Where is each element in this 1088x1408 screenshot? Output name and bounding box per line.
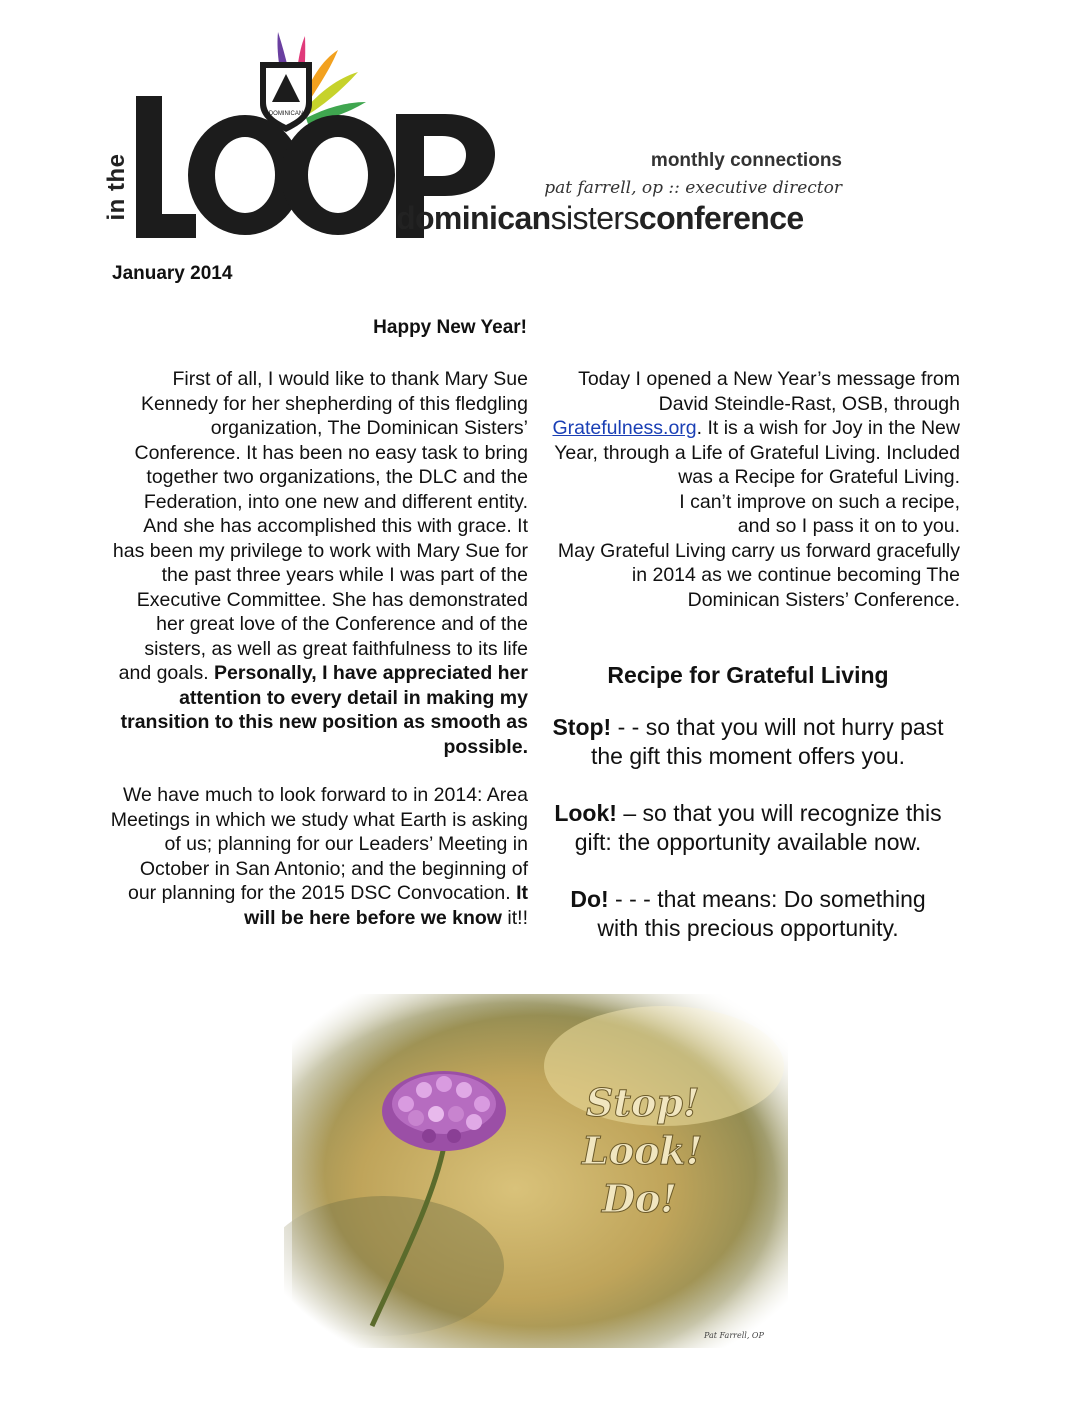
masthead: [100, 22, 860, 244]
photo-word-do: Do!: [602, 1176, 677, 1221]
in-the-label: in the: [103, 153, 130, 221]
svg-text:DOMINICAN: DOMINICAN: [268, 111, 304, 117]
recipe-step-do: Do! - - - that means: Do something with this precious opportunity.: [570, 886, 926, 941]
recipe-title: Recipe for Grateful Living: [607, 662, 889, 688]
director-line: pat farrell, op :: executive director: [544, 178, 842, 198]
issue-date: January 2014: [112, 263, 233, 284]
left-column: [108, 367, 528, 930]
recipe-step-stop: Stop! - - so that you will not hurry past the gift this moment offers you.: [552, 714, 944, 769]
left-paragraph-1: First of all, I would like to thank Mary Sue Kennedy for her shepherding of this fledgling organization, The Dominican Sisters’ Conference. It has been no easy task to bring together two organizations, the DLC and the Federation, into one new and different entity. And she has accomplished this with grace. It has been my privilege to work with Mary Sue for the past three years while I was part of the Executive Committee. She has demonstrated her great love of the Conference and of the sisters, as well as great faithfulness to its life and goals. Personally, I have appreciated her attention to every detail in making my transition to this new position as smooth as possible.: [112, 368, 528, 758]
conference-name: dominicansistersconference: [396, 200, 804, 236]
tagline: monthly connections: [650, 150, 842, 171]
flower-icon: [382, 1071, 506, 1151]
right-column: [540, 367, 960, 612]
flower-photo: [284, 986, 796, 1356]
photo-credit: Pat Farrell, OP: [704, 1331, 764, 1340]
left-paragraph-2: We have much to look forward to in 2014: Area Meetings in which we study what Earth is asking of us; planning for our Leaders’ Meeting in October in San Antonio; and the beginning of our planning for the 2015 DSC Convocation. It will be here before we know it!!: [110, 784, 528, 929]
greeting-heading: Happy New Year!: [373, 317, 527, 338]
recipe-step-look: Look! – so that you will recognize this gift: the opportunity available now.: [554, 800, 942, 855]
photo-word-stop: Stop!: [586, 1080, 700, 1125]
recipe-section: [548, 662, 948, 943]
right-paragraph: Today I opened a New Year’s message from David Steindle-Rast, OSB, through Gratefulness.org. It is a wish for Joy in the New Year, through a Life of Grateful Living. Included was a Recipe for Grateful Living. I can’t improve on such a recipe, and so I pass it on to you. May Grateful Living carry us forward gracefully in 2014 as we continue becoming The Dominican Sisters’ Conference.: [552, 368, 960, 611]
photo-word-look: Look!: [582, 1128, 703, 1173]
gratefulness-link[interactable]: Gratefulness.org: [552, 417, 697, 439]
